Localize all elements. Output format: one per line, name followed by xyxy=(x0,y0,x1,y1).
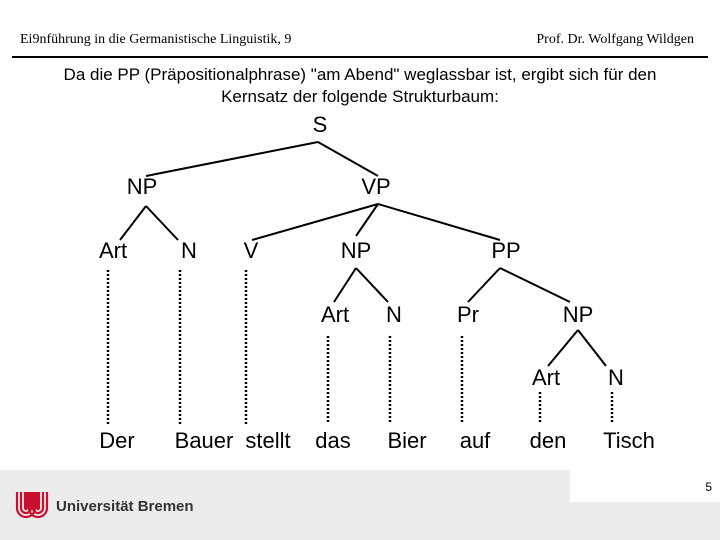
branch-s-np xyxy=(146,142,318,176)
node-art-subject: Art xyxy=(98,238,128,263)
node-s: S xyxy=(312,112,328,137)
university-name: Universität Bremen xyxy=(56,497,194,515)
university-logo xyxy=(14,490,194,522)
intro-line-2: Kernsatz der folgende Strukturbaum: xyxy=(221,87,499,106)
word-stellt: stellt xyxy=(245,428,291,453)
word-das: das xyxy=(315,428,351,453)
header-author: Prof. Dr. Wolfgang Wildgen xyxy=(536,32,694,47)
terminal-connectors xyxy=(108,270,612,424)
branch-np-n-obj xyxy=(356,268,388,302)
node-np-object: NP xyxy=(340,238,372,263)
node-n-subject: N xyxy=(181,238,197,263)
node-n-pp: N xyxy=(608,365,624,390)
branch-np-n xyxy=(146,206,178,240)
node-pr: Pr xyxy=(457,302,479,327)
word-den: den xyxy=(529,428,567,453)
word-der: Der xyxy=(99,428,135,453)
branch-s-vp xyxy=(318,142,378,176)
page-number: 5 xyxy=(705,480,712,494)
node-n-object: N xyxy=(386,302,402,327)
node-v: V xyxy=(243,238,259,263)
word-auf: auf xyxy=(459,428,491,453)
branch-pp-pr xyxy=(468,268,500,302)
branch-np-art-obj xyxy=(334,268,356,302)
header-course-title: Ei9nführung in die Germanistische Linguistik, 9 xyxy=(20,32,292,47)
branch-np-n-pp xyxy=(578,330,606,366)
word-bauer: Bauer xyxy=(174,428,234,453)
word-tisch: Tisch xyxy=(603,428,655,453)
node-art-object: Art xyxy=(320,302,350,327)
word-bier: Bier xyxy=(387,428,427,453)
university-seal-icon xyxy=(14,490,50,522)
branch-vp-v xyxy=(252,204,378,240)
branch-np-art xyxy=(120,206,146,240)
node-art-pp: Art xyxy=(531,365,561,390)
node-np-pp: NP xyxy=(562,302,594,327)
intro-line-1: Da die PP (Präpositionalphrase) "am Abend" weglassbar ist, ergibt sich für den xyxy=(63,65,657,84)
branch-vp-pp xyxy=(378,204,500,240)
page-number-box xyxy=(570,470,720,502)
node-vp: VP xyxy=(361,174,391,199)
node-np-subject: NP xyxy=(126,174,158,199)
node-pp: PP xyxy=(491,238,521,263)
branch-np-art-pp xyxy=(548,330,578,366)
branch-pp-np xyxy=(500,268,570,302)
